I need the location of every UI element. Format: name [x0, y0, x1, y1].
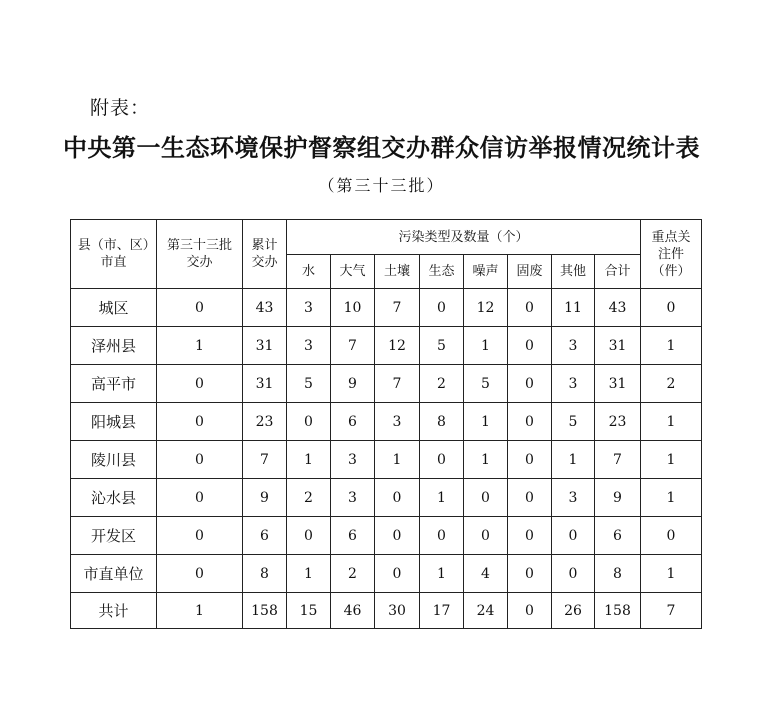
- row-total: 23: [595, 403, 641, 441]
- row-name: 阳城县: [71, 403, 157, 441]
- row-noise: 12: [464, 289, 508, 327]
- row-other: 3: [552, 479, 595, 517]
- table-row: [71, 403, 702, 441]
- row-focus: 1: [641, 441, 702, 479]
- row-total: 158: [595, 593, 641, 629]
- header-focus-text: 重点关注件（件）: [651, 229, 691, 279]
- row-water: 3: [287, 289, 331, 327]
- header-type-noise: 噪声: [464, 255, 508, 289]
- document-subtitle: （第三十三批）: [318, 176, 445, 195]
- row-other: 3: [552, 365, 595, 403]
- row-water: 0: [287, 403, 331, 441]
- row-cumulative: 31: [243, 327, 287, 365]
- row-solid-waste: 0: [508, 479, 552, 517]
- row-noise: 24: [464, 593, 508, 629]
- row-total: 31: [595, 327, 641, 365]
- row-batch: 0: [157, 479, 243, 517]
- row-batch: 0: [157, 365, 243, 403]
- row-ecology: 0: [420, 517, 464, 555]
- row-noise: 5: [464, 365, 508, 403]
- header-county-text: 县（市、区）市直: [77, 238, 150, 270]
- header-pollution-group: [287, 220, 641, 255]
- row-cumulative: 43: [243, 289, 287, 327]
- header-focus: [641, 220, 702, 289]
- row-total: 9: [595, 479, 641, 517]
- header-type-total: 合计: [595, 255, 641, 289]
- table-row: [71, 327, 702, 365]
- row-air: 7: [331, 327, 375, 365]
- header-type-air: 大气: [331, 255, 375, 289]
- row-name: 城区: [71, 289, 157, 327]
- table-row: [71, 479, 702, 517]
- row-other: 26: [552, 593, 595, 629]
- row-name: 泽州县: [71, 327, 157, 365]
- row-batch: 0: [157, 441, 243, 479]
- row-total: 8: [595, 555, 641, 593]
- header-cumulative: [243, 220, 287, 289]
- statistics-table: [70, 219, 702, 629]
- row-solid-waste: 0: [508, 289, 552, 327]
- table-row: [71, 289, 702, 327]
- row-solid-waste: 0: [508, 517, 552, 555]
- row-solid-waste: 0: [508, 403, 552, 441]
- table-row: [71, 517, 702, 555]
- header-type-soil: 土壤: [375, 255, 420, 289]
- row-cumulative: 23: [243, 403, 287, 441]
- row-name: 市直单位: [71, 555, 157, 593]
- row-air: 46: [331, 593, 375, 629]
- header-type-water: 水: [287, 255, 331, 289]
- row-batch: 0: [157, 289, 243, 327]
- row-name: 沁水县: [71, 479, 157, 517]
- row-soil: 12: [375, 327, 420, 365]
- row-ecology: 5: [420, 327, 464, 365]
- row-soil: 0: [375, 555, 420, 593]
- row-cumulative: 31: [243, 365, 287, 403]
- row-solid-waste: 0: [508, 593, 552, 629]
- row-focus: 1: [641, 555, 702, 593]
- row-soil: 7: [375, 365, 420, 403]
- row-water: 5: [287, 365, 331, 403]
- row-focus: 1: [641, 479, 702, 517]
- attachment-label: 附表：: [90, 97, 151, 119]
- row-ecology: 2: [420, 365, 464, 403]
- row-solid-waste: 0: [508, 327, 552, 365]
- row-focus: 2: [641, 365, 702, 403]
- row-focus: 1: [641, 403, 702, 441]
- row-name: 开发区: [71, 517, 157, 555]
- row-noise: 0: [464, 479, 508, 517]
- row-air: 6: [331, 403, 375, 441]
- row-batch: 0: [157, 517, 243, 555]
- header-county: [71, 220, 157, 289]
- row-name: 共计: [71, 593, 157, 629]
- row-total: 31: [595, 365, 641, 403]
- table-row: [71, 365, 702, 403]
- row-water: 1: [287, 441, 331, 479]
- row-water: 15: [287, 593, 331, 629]
- row-noise: 1: [464, 403, 508, 441]
- header-batch-text: 第三十三批交办: [166, 238, 232, 270]
- row-other: 1: [552, 441, 595, 479]
- row-other: 3: [552, 327, 595, 365]
- document-title: 中央第一生态环境保护督察组交办群众信访举报情况统计表: [63, 134, 700, 162]
- table-row: [71, 441, 702, 479]
- row-focus: 0: [641, 517, 702, 555]
- row-batch: 0: [157, 403, 243, 441]
- row-cumulative: 9: [243, 479, 287, 517]
- row-ecology: 17: [420, 593, 464, 629]
- row-cumulative: 7: [243, 441, 287, 479]
- row-focus: 1: [641, 327, 702, 365]
- row-other: 11: [552, 289, 595, 327]
- row-solid-waste: 0: [508, 441, 552, 479]
- row-water: 3: [287, 327, 331, 365]
- row-ecology: 1: [420, 555, 464, 593]
- header-type-solid-waste: 固废: [508, 255, 552, 289]
- header-type-ecology: 生态: [420, 255, 464, 289]
- row-total: 7: [595, 441, 641, 479]
- row-cumulative: 8: [243, 555, 287, 593]
- row-total: 43: [595, 289, 641, 327]
- row-air: 9: [331, 365, 375, 403]
- row-ecology: 8: [420, 403, 464, 441]
- row-batch: 0: [157, 555, 243, 593]
- row-solid-waste: 0: [508, 365, 552, 403]
- header-pollution-group-text: 污染类型及数量（个）: [398, 229, 529, 245]
- row-name: 高平市: [71, 365, 157, 403]
- row-batch: 1: [157, 593, 243, 629]
- row-air: 3: [331, 441, 375, 479]
- header-cumulative-text: 累计交办: [251, 238, 278, 270]
- row-cumulative: 6: [243, 517, 287, 555]
- row-name: 陵川县: [71, 441, 157, 479]
- row-air: 6: [331, 517, 375, 555]
- row-other: 5: [552, 403, 595, 441]
- row-soil: 3: [375, 403, 420, 441]
- row-batch: 1: [157, 327, 243, 365]
- row-air: 2: [331, 555, 375, 593]
- row-soil: 0: [375, 479, 420, 517]
- row-focus: 0: [641, 289, 702, 327]
- row-total: 6: [595, 517, 641, 555]
- row-ecology: 0: [420, 289, 464, 327]
- row-air: 10: [331, 289, 375, 327]
- row-other: 0: [552, 517, 595, 555]
- row-soil: 1: [375, 441, 420, 479]
- row-noise: 1: [464, 441, 508, 479]
- row-cumulative: 158: [243, 593, 287, 629]
- row-water: 0: [287, 517, 331, 555]
- table-row: [71, 555, 702, 593]
- row-soil: 30: [375, 593, 420, 629]
- row-water: 1: [287, 555, 331, 593]
- row-other: 0: [552, 555, 595, 593]
- header-batch: [157, 220, 243, 289]
- row-air: 3: [331, 479, 375, 517]
- row-soil: 0: [375, 517, 420, 555]
- header-type-other: 其他: [552, 255, 595, 289]
- row-ecology: 1: [420, 479, 464, 517]
- row-noise: 1: [464, 327, 508, 365]
- row-soil: 7: [375, 289, 420, 327]
- table-row-total: [71, 593, 702, 629]
- row-ecology: 0: [420, 441, 464, 479]
- row-noise: 0: [464, 517, 508, 555]
- row-solid-waste: 0: [508, 555, 552, 593]
- row-noise: 4: [464, 555, 508, 593]
- row-water: 2: [287, 479, 331, 517]
- row-focus: 7: [641, 593, 702, 629]
